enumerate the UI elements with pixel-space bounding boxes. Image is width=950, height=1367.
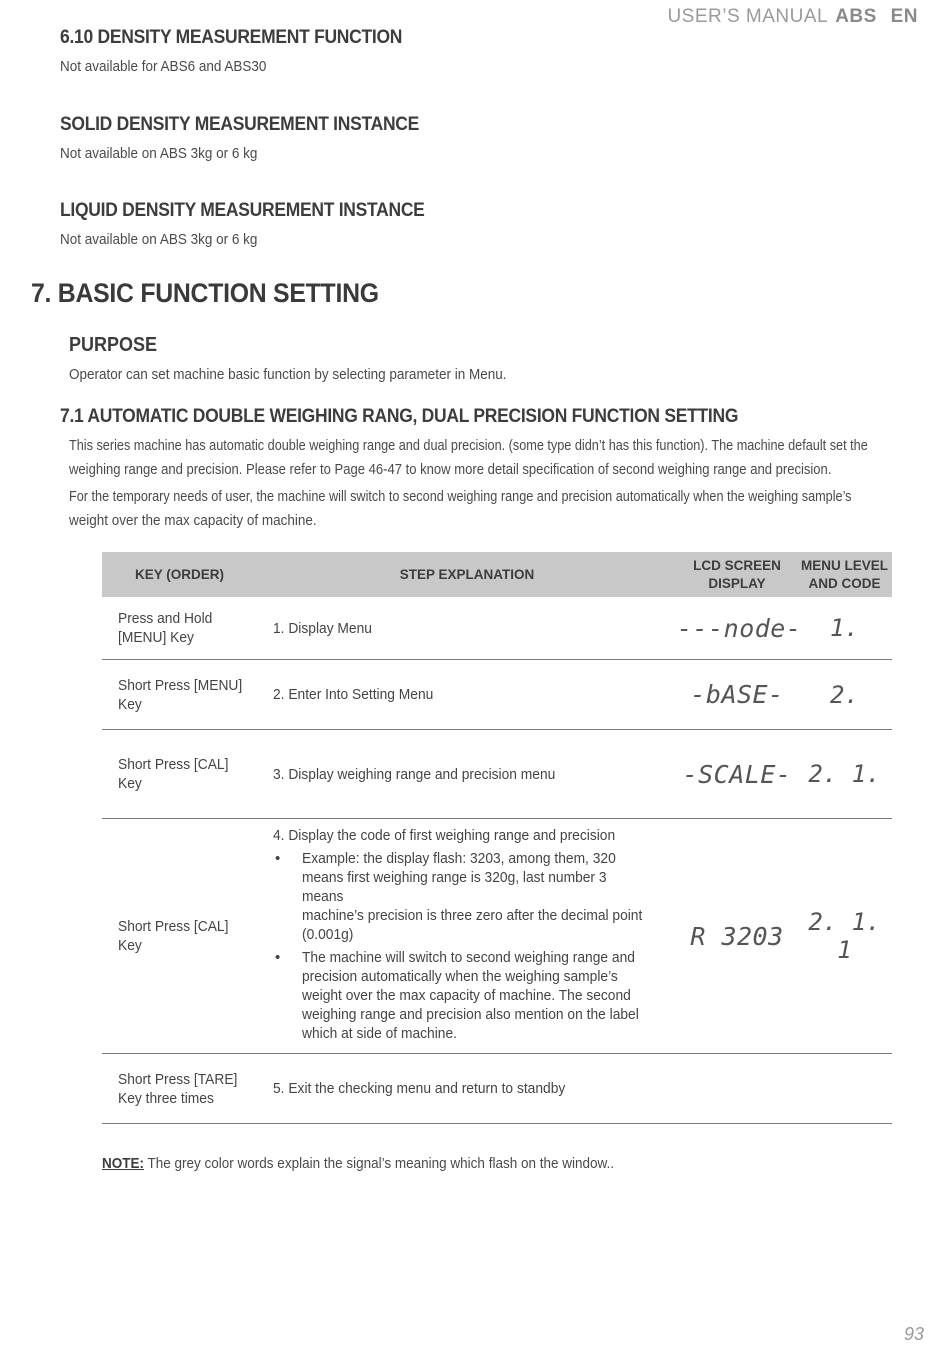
header-key: KEY (ORDER) [134, 566, 224, 582]
manual-title: USER’S MANUAL [667, 6, 828, 27]
solid-density-heading: SOLID DENSITY MEASUREMENT INSTANCE [60, 114, 420, 135]
paragraph-2-line-1: For the temporary needs of user, the machine will switch to second weighing range and precision automatically when the weighing sample’s [69, 488, 852, 505]
solid-density-note: Not available on ABS 3kg or 6 kg [60, 145, 258, 162]
key-line: Short Press [CAL] [118, 918, 229, 935]
bullet-list [273, 849, 677, 1043]
table-row [102, 730, 892, 819]
liquid-density-heading: LIQUID DENSITY MEASUREMENT INSTANCE [60, 200, 425, 221]
lcd-display: -SCALE- [682, 759, 792, 789]
bullet-item: • Example: the display flash: 3203, among them, 320 means first weighing range is 320g, last number 3 means machine’s precision is three zero after the decimal point (0.001g) [273, 849, 677, 944]
menu-code: 2. 1. 1 [808, 908, 881, 964]
key-line: [MENU] Key [118, 629, 194, 646]
header-menu: MENU LEVEL AND CODE [800, 557, 888, 591]
key-line: Press and Hold [118, 610, 213, 627]
step-text: 1. Display Menu [273, 619, 372, 637]
lcd-display: ---node- [677, 613, 802, 643]
liquid-density-note: Not available on ABS 3kg or 6 kg [60, 231, 258, 248]
purpose-heading: PURPOSE [69, 334, 158, 356]
header-step: STEP EXPLANATION [399, 566, 535, 582]
menu-steps-table [102, 552, 892, 1124]
key-line: Key [118, 695, 142, 713]
menu-code: 1. [830, 614, 859, 642]
menu-code: 2. [830, 680, 859, 709]
table-row [102, 597, 892, 660]
key-line: Key [118, 775, 142, 792]
note-label: NOTE: [102, 1155, 145, 1172]
language-code: EN [890, 6, 918, 27]
step-text: 5. Exit the checking menu and return to standby [273, 1080, 566, 1097]
table-row [102, 660, 892, 730]
key-line: Short Press [CAL] [118, 756, 229, 773]
bullet-item: • The machine will switch to second weighing range and precision automatically when the weighing sample’s weight over the max capacity of machine. The second weighing range and precision also mention on the label which at side of machine. [273, 948, 677, 1043]
model-name: ABS [835, 6, 877, 27]
subsection-heading: 7.1 AUTOMATIC DOUBLE WEIGHING RANG, DUAL PRECISION FUNCTION SETTING [60, 406, 739, 427]
step-text: 4. Display the code of first weighing range and precision [273, 826, 616, 844]
table-row [102, 819, 892, 1054]
footnote [102, 1155, 614, 1172]
density-note: Not available for ABS6 and ABS30 [60, 58, 267, 75]
key-line: Key [118, 937, 142, 954]
paragraph-2-line-2: weight over the max capacity of machine. [69, 512, 317, 529]
note-text: The grey color words explain the signal’s meaning which flash on the window.. [144, 1155, 615, 1172]
page-number: 93 [903, 1324, 924, 1344]
lcd-display: R 3203 [690, 921, 784, 951]
purpose-text: Operator can set machine basic function by selecting parameter in Menu. [69, 366, 507, 383]
step-text: 3. Display weighing range and precision menu [273, 765, 556, 783]
menu-code: 2. 1. [808, 760, 881, 788]
key-line: Key three times [118, 1089, 214, 1107]
key-line: Short Press [TARE] [118, 1070, 238, 1088]
paragraph-1-line-2: weighing range and precision. Please refer to Page 46-47 to know more detail specification of second weighing range and precision. [69, 461, 832, 478]
step-text: 2. Enter Into Setting Menu [273, 686, 434, 703]
key-line: Short Press [MENU] [118, 676, 243, 694]
chapter-title: 7. BASIC FUNCTION SETTING [31, 278, 379, 308]
table-header [102, 552, 892, 597]
lcd-display: -bASE- [690, 680, 784, 709]
table-row [102, 1054, 892, 1124]
density-heading: 6.10 DENSITY MEASUREMENT FUNCTION [60, 27, 403, 48]
header-lcd: LCD SCREEN DISPLAY [693, 557, 781, 591]
running-header [667, 6, 918, 28]
paragraph-1-line-1: This series machine has automatic double weighing range and dual precision. (some type didn’t has this function). The machine default set the [69, 437, 868, 454]
